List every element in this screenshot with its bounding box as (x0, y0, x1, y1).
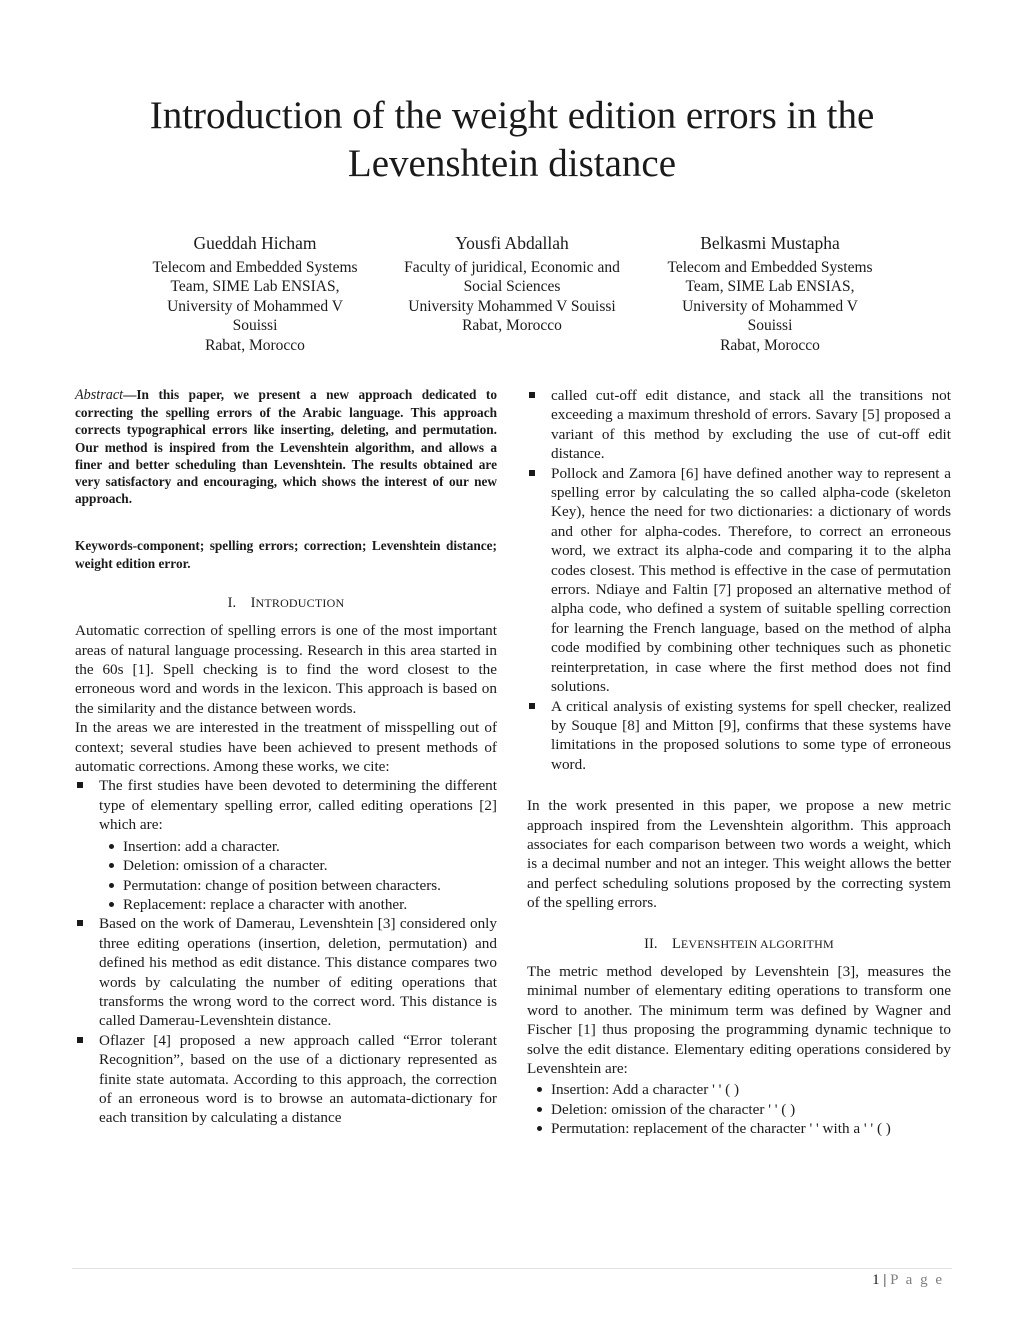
section-number: II. (644, 935, 658, 952)
section-heading-introduction (75, 594, 497, 613)
left-column (75, 386, 497, 1128)
intro-paragraph-1: Automatic correction of spelling errors is one of the most important areas of natural language processing. Research in this area started in the 60s [1]. Spell checking is to find the word closest to the erroneous word and words in the lexicon. This approach is based on the similarity and the distance between words. (75, 622, 497, 717)
levenshtein-operations-list (503, 1080, 951, 1138)
section-title-initial: I (250, 594, 256, 611)
abstract-lead: Abstract (75, 387, 124, 403)
abstract-text: In this paper, we present a new approach dedicated to correcting the spelling errors of the Arabic language. This approach corrects typographical errors like inserting, deleting, and permutation. Our method is inspired from the Levenshtein algorithm, and allows a finer and better scheduling than Levenshtein. The results obtained are very satisfactory and encouraging, which shows the interest of our new approach. (75, 387, 497, 507)
section-title-rest: NTRODUCTION (255, 595, 345, 610)
list-item: Deletion: omission of a character. (75, 856, 497, 875)
list-item-continued: called cut-off edit distance, and stack all the transitions not exceeding a maximum threshold of errors. Savary [5] proposed a variant of this method by excluding the use of cut-off edit distance. (527, 386, 951, 464)
list-item: Deletion: omission of the character ' ' ( ) (503, 1100, 951, 1119)
footer-divider (72, 1268, 952, 1269)
work-paragraph: In the work presented in this paper, we propose a new metric approach inspired from the Levenshtein algorithm. This approach associates for each comparison between two words a weight, which is a decimal number and not an integer. This weight allows the better and perfect scheduling solutions proposed by the correcting system of the spelling errors. (527, 797, 951, 912)
author-affiliation-line: Faculty of juridical, Economic and (404, 258, 620, 276)
abstract (75, 386, 497, 507)
list-item: Oflazer [4] proposed a new approach called “Error tolerant Recognition”, based on the use of a dictionary represented as finite state automata. According to this approach, the correction of an erroneous word is to browse an automata-dictionary for each transition by calculating a distance (75, 1031, 497, 1128)
intro-paragraph-2: In the areas we are interested in the treatment of misspelling out of context; several studies have been achieved to present methods of automatic corrections. Among these works, we cite: (75, 719, 497, 776)
page-number (872, 1272, 944, 1289)
author-affiliation-line: Rabat, Morocco (205, 336, 305, 354)
author-affiliation-line: Telecom and Embedded Systems (667, 258, 873, 276)
list-item: Pollock and Zamora [6] have defined another way to represent a spelling error by calculating the so called alpha-code (skeleton Key), hence the need for two dictionaries: a dictionary of words and other for alpha-codes. Therefore, to correct an erroneous word, we extract its alpha-code and comparing it to the alpha codes closest. This method is effective in the case of permutation errors. Ndiaye and Faltin [7] proposed an alternative method of alpha code, who defined a system of suitable spelling correction for learning the French language, based on the method of alpha code modified by combining other techniques such as phonetic reinterpretation, in case where the first method does not find solutions. (527, 464, 951, 697)
list-item (75, 776, 497, 914)
author-affiliation-line: University of Mohammed V (682, 297, 858, 315)
related-work-list (75, 776, 497, 1127)
related-work-list-continued (527, 386, 951, 774)
section-title-initial: L (671, 935, 681, 952)
list-item: Insertion: Add a character ' ' ( ) (503, 1080, 951, 1099)
abstract-dash: — (123, 387, 137, 402)
list-item: Insertion: add a character. (75, 837, 497, 856)
title-line-1: Introduction of the weight edition errors in the (149, 94, 875, 137)
paper-title (0, 92, 1024, 188)
author-block-2 (388, 234, 636, 336)
section-title-rest: EVENSHTEIN ALGORITHM (680, 936, 834, 951)
list-item-text: The first studies have been devoted to determining the different type of elementary spelling error, called editing operations [2] which are: (99, 777, 497, 834)
list-item: Replacement: replace a character with another. (75, 895, 497, 914)
list-item: Based on the work of Damerau, Levenshtein [3] considered only three editing operations (insertion, deletion, permutation) and defined his method as edit distance. This distance compares two words by calculating the number of editing operations that transforms the wrong word to the correct word. This distance is called Damerau-Levenshtein distance. (75, 914, 497, 1030)
author-affiliation-line: Team, SIME Lab ENSIAS, (170, 278, 340, 295)
page-number-separator: | (883, 1272, 887, 1288)
levenshtein-paragraph: The metric method developed by Levenshtein [3], measures the minimal number of elementary editing operations to transform one word to another. The minimum term was defined by Wagner and Fischer [1] thus proposing the programming dynamic technique to solve the edit distance. Elementary editing operations considered by Levenshtein are: (527, 962, 951, 1077)
author-affiliation-line: Souissi (747, 317, 793, 334)
author-affiliation-line: Rabat, Morocco (462, 317, 562, 334)
page-number-value: 1 (872, 1272, 880, 1288)
author-block-3 (654, 234, 886, 355)
author-affiliation-line: Team, SIME Lab ENSIAS, (685, 278, 855, 295)
author-block-1 (140, 234, 370, 355)
author-affiliation-line: University of Mohammed V (167, 297, 343, 315)
author-name: Belkasmi Mustapha (700, 233, 840, 253)
author-affiliation-line: Telecom and Embedded Systems (152, 258, 358, 276)
author-name: Yousfi Abdallah (455, 233, 569, 253)
right-column (527, 386, 951, 1139)
editing-operations-list (75, 837, 497, 915)
list-item: Permutation: replacement of the character ' ' with a ' ' ( ) (503, 1119, 951, 1138)
author-affiliation-line: University Mohammed V Souissi (408, 297, 616, 315)
author-name: Gueddah Hicham (193, 233, 317, 253)
list-item: Permutation: change of position between characters. (75, 876, 497, 895)
author-affiliation-line: Rabat, Morocco (720, 336, 820, 354)
section-heading-levenshtein (527, 935, 951, 954)
author-affiliation-line: Souissi (232, 317, 278, 334)
keywords: Keywords-component; spelling errors; correction; Levenshtein distance; weight edition error. (75, 538, 497, 571)
section-number: I. (227, 594, 237, 611)
title-line-2: Levenshtein distance (347, 142, 677, 185)
page-label: P a g e (890, 1272, 944, 1288)
author-affiliation-line: Social Sciences (463, 278, 561, 295)
list-item: A critical analysis of existing systems for spell checker, realized by Souque [8] and Mitton [9], confirms that these systems have limitations in the proposed solutions to some type of erroneous word. (527, 697, 951, 775)
